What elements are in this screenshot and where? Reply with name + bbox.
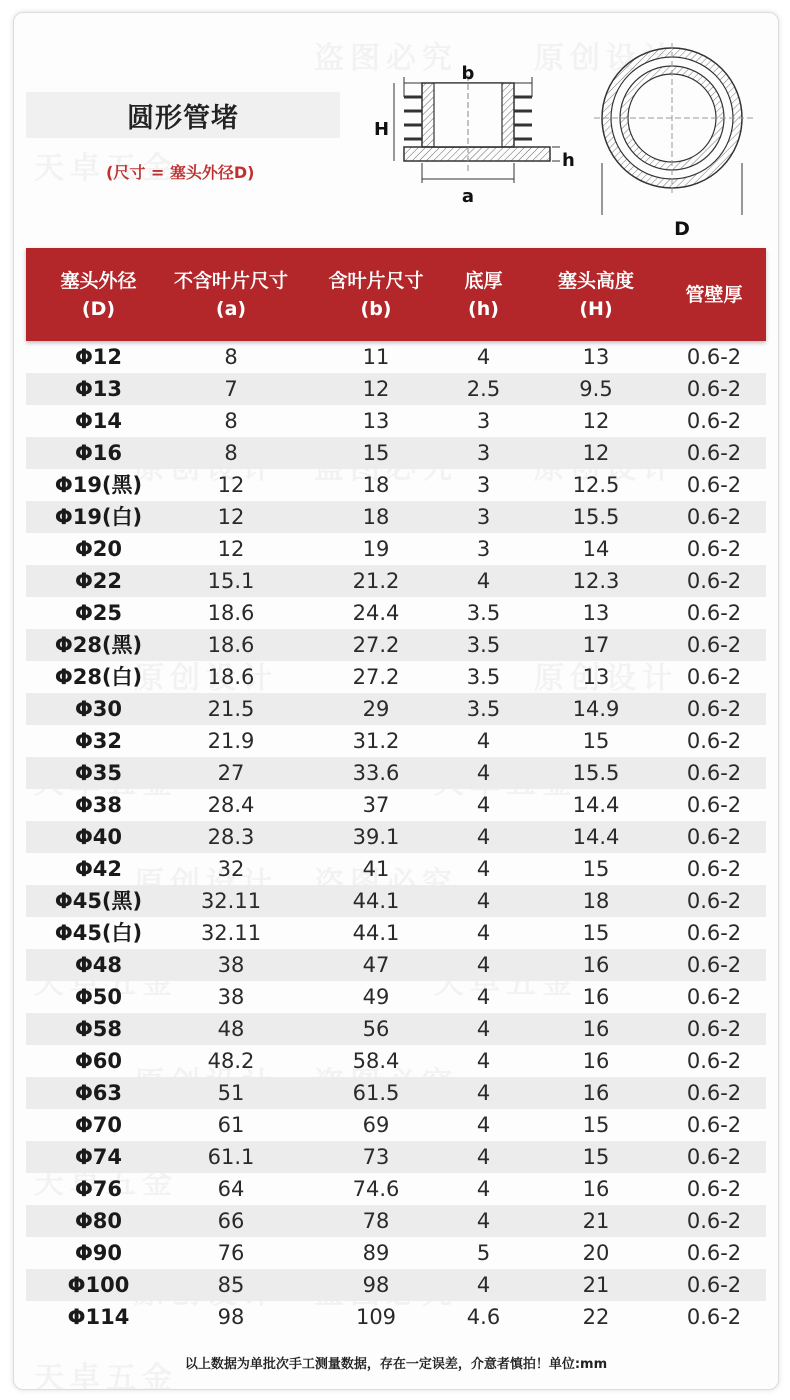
cell-base-h: 4 — [476, 857, 491, 881]
cell-wall-thickness: 0.6-2 — [686, 537, 742, 561]
spec-table-body — [26, 341, 766, 1333]
plug-top-diagram — [594, 43, 774, 243]
cell-height-H: 12.5 — [572, 473, 620, 497]
table-row — [26, 1173, 766, 1205]
cell-size-b: 89 — [362, 1241, 390, 1265]
cell-outer-diameter: Φ42 — [74, 857, 123, 881]
table-row — [26, 981, 766, 1013]
cell-outer-diameter: Φ48 — [74, 953, 123, 977]
cell-size-b: 31.2 — [352, 729, 400, 753]
cell-size-b: 11 — [362, 345, 390, 369]
cell-outer-diameter: Φ50 — [74, 985, 123, 1009]
cell-size-a: 32 — [217, 857, 245, 881]
table-row — [26, 341, 766, 373]
table-row — [26, 1045, 766, 1077]
cell-outer-diameter: Φ16 — [74, 441, 123, 465]
cell-outer-diameter: Φ28(白) — [54, 665, 143, 689]
cell-outer-diameter: Φ19(白) — [54, 505, 143, 529]
cell-outer-diameter: Φ35 — [74, 761, 123, 785]
cell-wall-thickness: 0.6-2 — [686, 1081, 742, 1105]
cell-size-b: 19 — [362, 537, 390, 561]
cell-outer-diameter: Φ12 — [74, 345, 123, 369]
size-note: (尺寸 = 塞头外径D) — [106, 163, 255, 182]
cell-size-a: 7 — [224, 377, 238, 401]
table-row — [26, 437, 766, 469]
table-row — [26, 789, 766, 821]
cell-wall-thickness: 0.6-2 — [686, 633, 742, 657]
cell-height-H: 17 — [582, 633, 610, 657]
cell-wall-thickness: 0.6-2 — [686, 1049, 742, 1073]
cell-height-H: 15 — [582, 921, 610, 945]
cell-base-h: 4 — [476, 1209, 491, 1233]
cell-base-h: 4 — [476, 345, 491, 369]
cell-size-b: 109 — [355, 1305, 397, 1329]
cell-wall-thickness: 0.6-2 — [686, 761, 742, 785]
cell-size-b: 73 — [362, 1145, 390, 1169]
cell-wall-thickness: 0.6-2 — [686, 569, 742, 593]
cell-wall-thickness: 0.6-2 — [686, 857, 742, 881]
table-row — [26, 661, 766, 693]
cell-size-a: 28.4 — [207, 793, 255, 817]
table-row — [26, 917, 766, 949]
table-row — [26, 725, 766, 757]
cell-height-H: 14.4 — [572, 793, 620, 817]
cell-size-a: 15.1 — [207, 569, 255, 593]
cell-size-a: 18.6 — [207, 601, 255, 625]
cell-size-b: 58.4 — [352, 1049, 400, 1073]
cell-size-b: 18 — [362, 473, 390, 497]
cell-height-H: 14.9 — [572, 697, 620, 721]
title-box — [26, 92, 340, 138]
label-a: a — [461, 186, 475, 207]
cell-base-h: 4 — [476, 793, 491, 817]
cell-height-H: 15.5 — [572, 761, 620, 785]
cell-height-H: 12 — [582, 409, 610, 433]
cell-outer-diameter: Φ13 — [74, 377, 123, 401]
table-row — [26, 853, 766, 885]
cell-height-H: 12.3 — [572, 569, 620, 593]
cell-size-b: 61.5 — [352, 1081, 400, 1105]
cell-outer-diameter: Φ20 — [74, 537, 123, 561]
cell-size-b: 44.1 — [352, 921, 400, 945]
cell-base-h: 4 — [476, 1049, 491, 1073]
table-row — [26, 533, 766, 565]
cell-height-H: 14.4 — [572, 825, 620, 849]
cell-wall-thickness: 0.6-2 — [686, 409, 742, 433]
cell-size-a: 48.2 — [207, 1049, 255, 1073]
cell-size-b: 37 — [362, 793, 390, 817]
cell-base-h: 4.6 — [466, 1305, 501, 1329]
cell-outer-diameter: Φ70 — [74, 1113, 123, 1137]
cell-wall-thickness: 0.6-2 — [686, 1177, 742, 1201]
cell-size-b: 33.6 — [352, 761, 400, 785]
cell-wall-thickness: 0.6-2 — [686, 1273, 742, 1297]
cell-wall-thickness: 0.6-2 — [686, 473, 742, 497]
cell-base-h: 3.5 — [466, 665, 501, 689]
cell-outer-diameter: Φ45(黑) — [54, 889, 143, 913]
cell-height-H: 13 — [582, 665, 610, 689]
label-b: b — [461, 63, 475, 84]
cell-wall-thickness: 0.6-2 — [686, 377, 742, 401]
cell-outer-diameter: Φ114 — [67, 1305, 130, 1329]
table-row — [26, 1301, 766, 1333]
table-row — [26, 469, 766, 501]
cell-base-h: 4 — [476, 825, 491, 849]
cell-outer-diameter: Φ25 — [74, 601, 123, 625]
cell-size-b: 21.2 — [352, 569, 400, 593]
cell-size-a: 32.11 — [200, 921, 262, 945]
cell-wall-thickness: 0.6-2 — [686, 1241, 742, 1265]
cell-height-H: 21 — [582, 1209, 610, 1233]
cell-size-b: 98 — [362, 1273, 390, 1297]
cell-base-h: 2.5 — [466, 377, 501, 401]
table-row — [26, 501, 766, 533]
cell-base-h: 3.5 — [466, 697, 501, 721]
page-title: 圆形管堵 — [127, 102, 239, 134]
cell-size-a: 21.9 — [207, 729, 255, 753]
cell-size-b: 29 — [362, 697, 390, 721]
cell-wall-thickness: 0.6-2 — [686, 985, 742, 1009]
cell-outer-diameter: Φ30 — [74, 697, 123, 721]
cell-height-H: 16 — [582, 985, 610, 1009]
cell-outer-diameter: Φ58 — [74, 1017, 123, 1041]
table-row — [26, 885, 766, 917]
cell-wall-thickness: 0.6-2 — [686, 1145, 742, 1169]
cell-height-H: 9.5 — [579, 377, 613, 401]
cell-height-H: 15 — [582, 857, 610, 881]
cell-wall-thickness: 0.6-2 — [686, 825, 742, 849]
cell-size-b: 78 — [362, 1209, 390, 1233]
cell-height-H: 14 — [582, 537, 610, 561]
table-row — [26, 1013, 766, 1045]
cell-wall-thickness: 0.6-2 — [686, 889, 742, 913]
cell-size-a: 38 — [217, 953, 245, 977]
cell-size-b: 74.6 — [352, 1177, 400, 1201]
cell-base-h: 4 — [476, 1113, 491, 1137]
table-row — [26, 757, 766, 789]
cell-wall-thickness: 0.6-2 — [686, 1305, 742, 1329]
cell-base-h: 4 — [476, 985, 491, 1009]
cell-size-b: 47 — [362, 953, 390, 977]
header-size-with-fins: 含叶片尺寸 (b) — [328, 269, 424, 320]
label-h: h — [562, 150, 575, 171]
cell-base-h: 4 — [476, 569, 491, 593]
cell-height-H: 13 — [582, 345, 610, 369]
label-D: D — [674, 218, 690, 240]
cell-base-h: 4 — [476, 1081, 491, 1105]
cell-outer-diameter: Φ22 — [74, 569, 123, 593]
cell-base-h: 4 — [476, 921, 491, 945]
cell-size-a: 85 — [217, 1273, 245, 1297]
cell-wall-thickness: 0.6-2 — [686, 505, 742, 529]
cell-size-a: 8 — [224, 409, 238, 433]
cell-height-H: 12 — [582, 441, 610, 465]
cell-outer-diameter: Φ28(黑) — [54, 633, 143, 657]
cell-size-b: 44.1 — [352, 889, 400, 913]
cell-wall-thickness: 0.6-2 — [686, 441, 742, 465]
cell-height-H: 18 — [582, 889, 610, 913]
cell-height-H: 21 — [582, 1273, 610, 1297]
table-row — [26, 1237, 766, 1269]
cell-outer-diameter: Φ74 — [74, 1145, 123, 1169]
footer-note: 以上数据为单批次手工测量数据，存在一定误差，介意者慎拍！单位:mm — [184, 1357, 608, 1372]
header-size-without-fins: 不含叶片尺寸 (a) — [173, 269, 288, 320]
cell-size-a: 48 — [217, 1017, 245, 1041]
table-row — [26, 1205, 766, 1237]
cell-wall-thickness: 0.6-2 — [686, 345, 742, 369]
cell-outer-diameter: Φ38 — [74, 793, 123, 817]
cell-outer-diameter: Φ76 — [74, 1177, 123, 1201]
cell-height-H: 22 — [582, 1305, 610, 1329]
cell-wall-thickness: 0.6-2 — [686, 1113, 742, 1137]
cell-wall-thickness: 0.6-2 — [686, 665, 742, 689]
cell-size-a: 51 — [217, 1081, 245, 1105]
cell-size-a: 64 — [217, 1177, 245, 1201]
cell-base-h: 4 — [476, 1177, 491, 1201]
cell-size-b: 24.4 — [352, 601, 400, 625]
table-row — [26, 1269, 766, 1301]
cell-base-h: 4 — [476, 953, 491, 977]
cell-size-b: 27.2 — [352, 665, 400, 689]
cell-size-b: 13 — [362, 409, 390, 433]
cell-outer-diameter: Φ14 — [74, 409, 123, 433]
cell-size-a: 61 — [217, 1113, 245, 1137]
table-row — [26, 597, 766, 629]
cell-height-H: 16 — [582, 1049, 610, 1073]
cell-base-h: 3 — [476, 409, 491, 433]
cell-outer-diameter: Φ80 — [74, 1209, 123, 1233]
cell-base-h: 4 — [476, 1273, 491, 1297]
cell-base-h: 3.5 — [466, 633, 501, 657]
cell-size-a: 98 — [217, 1305, 245, 1329]
cell-base-h: 3 — [476, 505, 491, 529]
table-header — [26, 248, 766, 341]
cell-wall-thickness: 0.6-2 — [686, 793, 742, 817]
cell-base-h: 4 — [476, 1017, 491, 1041]
cell-size-a: 61.1 — [207, 1145, 255, 1169]
label-H: H — [374, 119, 390, 140]
cell-size-b: 56 — [362, 1017, 390, 1041]
table-row — [26, 1109, 766, 1141]
cell-size-a: 12 — [217, 505, 245, 529]
cell-wall-thickness: 0.6-2 — [686, 729, 742, 753]
cell-size-b: 18 — [362, 505, 390, 529]
cell-base-h: 3.5 — [466, 601, 501, 625]
spec-card — [13, 12, 779, 1390]
cell-size-b: 49 — [362, 985, 390, 1009]
cell-base-h: 4 — [476, 1145, 491, 1169]
cell-outer-diameter: Φ100 — [67, 1273, 130, 1297]
cell-base-h: 3 — [476, 473, 491, 497]
table-row — [26, 949, 766, 981]
cell-outer-diameter: Φ19(黑) — [54, 473, 143, 497]
cell-height-H: 15 — [582, 1145, 610, 1169]
table-row — [26, 405, 766, 437]
cell-wall-thickness: 0.6-2 — [686, 921, 742, 945]
cell-height-H: 16 — [582, 1017, 610, 1041]
table-row — [26, 1077, 766, 1109]
cell-size-a: 8 — [224, 345, 238, 369]
cell-height-H: 20 — [582, 1241, 610, 1265]
cell-size-a: 18.6 — [207, 633, 255, 657]
cell-size-a: 21.5 — [207, 697, 255, 721]
table-row — [26, 373, 766, 405]
cell-size-b: 27.2 — [352, 633, 400, 657]
cell-outer-diameter: Φ90 — [74, 1241, 123, 1265]
cell-size-b: 12 — [362, 377, 390, 401]
cell-outer-diameter: Φ63 — [74, 1081, 123, 1105]
cell-size-a: 76 — [217, 1241, 245, 1265]
cell-size-a: 28.3 — [207, 825, 255, 849]
cell-size-b: 69 — [362, 1113, 390, 1137]
header-plug-height: 塞头高度 (H) — [557, 269, 634, 320]
header-outer-diameter: 塞头外径 (D) — [60, 269, 137, 320]
cell-wall-thickness: 0.6-2 — [686, 601, 742, 625]
cell-base-h: 4 — [476, 761, 491, 785]
cell-outer-diameter: Φ32 — [74, 729, 123, 753]
cell-height-H: 15 — [582, 1113, 610, 1137]
cell-height-H: 16 — [582, 953, 610, 977]
cell-wall-thickness: 0.6-2 — [686, 953, 742, 977]
table-row — [26, 1141, 766, 1173]
cell-wall-thickness: 0.6-2 — [686, 697, 742, 721]
cell-size-b: 39.1 — [352, 825, 400, 849]
cell-base-h: 5 — [476, 1241, 491, 1265]
cell-height-H: 15.5 — [572, 505, 620, 529]
cell-base-h: 3 — [476, 537, 491, 561]
cell-size-a: 66 — [217, 1209, 245, 1233]
cell-size-a: 38 — [217, 985, 245, 1009]
cell-size-a: 12 — [217, 473, 245, 497]
cell-size-a: 8 — [224, 441, 238, 465]
table-row — [26, 565, 766, 597]
cell-size-a: 12 — [217, 537, 245, 561]
cell-wall-thickness: 0.6-2 — [686, 1017, 742, 1041]
header-base-thickness: 底厚 (h) — [464, 269, 503, 320]
cell-size-a: 27 — [217, 761, 245, 785]
header-wall-thickness: 管壁厚 — [685, 283, 743, 306]
cell-size-b: 41 — [362, 857, 390, 881]
table-row — [26, 629, 766, 661]
cell-wall-thickness: 0.6-2 — [686, 1209, 742, 1233]
cell-outer-diameter: Φ40 — [74, 825, 123, 849]
cell-base-h: 4 — [476, 729, 491, 753]
table-row — [26, 821, 766, 853]
table-row — [26, 693, 766, 725]
cell-height-H: 15 — [582, 729, 610, 753]
cell-size-b: 15 — [362, 441, 390, 465]
cell-height-H: 16 — [582, 1081, 610, 1105]
cell-size-a: 32.11 — [200, 889, 262, 913]
cell-height-H: 16 — [582, 1177, 610, 1201]
cell-base-h: 4 — [476, 889, 491, 913]
cell-height-H: 13 — [582, 601, 610, 625]
plug-side-diagram — [364, 53, 584, 213]
cell-base-h: 3 — [476, 441, 491, 465]
cell-size-a: 18.6 — [207, 665, 255, 689]
cell-outer-diameter: Φ60 — [74, 1049, 123, 1073]
cell-outer-diameter: Φ45(白) — [54, 921, 143, 945]
